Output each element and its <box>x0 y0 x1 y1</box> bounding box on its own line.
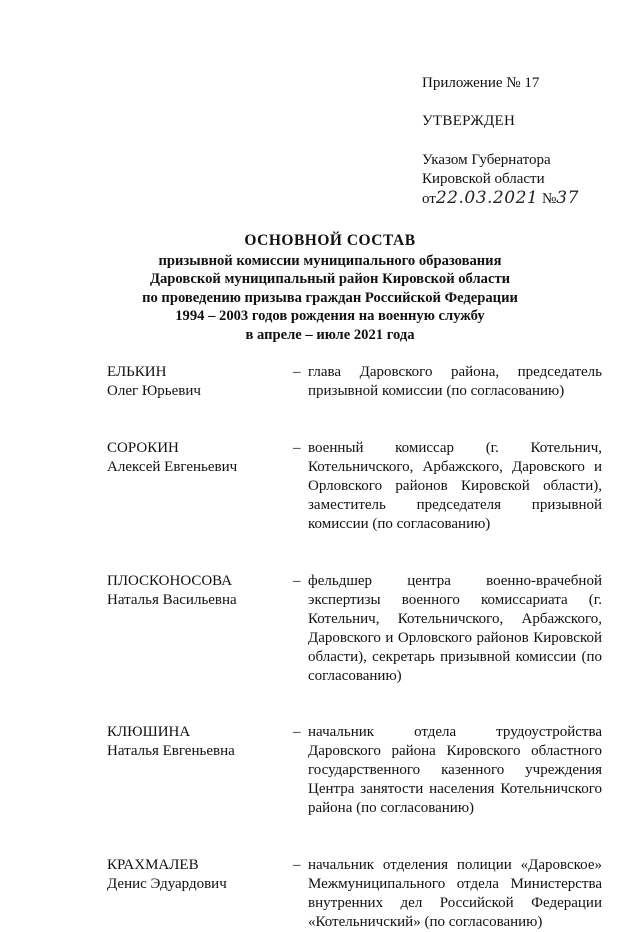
member-surname: СОРОКИН <box>107 440 179 456</box>
member-surname: КЛЮШИНА <box>107 724 191 740</box>
member-surname: КРАХМАЛЕВ <box>107 857 199 873</box>
member-role: военный комиссар (г. Котельнич, Котельничского, Арбажского, Даровского и Орловского районов Кировской области), заместитель председателя призывной комиссии (по согласованию) <box>308 440 602 532</box>
commission-members-list <box>107 363 619 932</box>
member-dash: – <box>293 857 301 873</box>
member-name <box>107 363 287 401</box>
member-entry <box>107 439 619 534</box>
member-role: фельдшер центра военно-врачебной экспертизы военного комиссариата (г. Котельнич, Котельничского, Арбажского, Даровского и Орловского районов Кировской области), секретарь призывной комиссии (по согласованию) <box>308 573 602 684</box>
member-dash: – <box>293 440 301 456</box>
member-role: начальник отдела трудоустройства Даровского района Кировского областного государственного казенного учреждения Центра занятости населения Котельничского района (по согласованию) <box>308 724 602 816</box>
member-entry <box>107 363 619 401</box>
member-dash: – <box>293 364 301 380</box>
title-line-2: Даровской муниципальный район Кировской области <box>149 271 511 288</box>
title-line-5: в апреле – июле 2021 года <box>245 326 415 343</box>
member-given-name: Денис Эдуардович <box>107 876 227 892</box>
approval-header <box>422 74 622 209</box>
member-given-name: Олег Юрьевич <box>107 383 201 399</box>
member-given-name: Наталья Васильевна <box>107 592 237 608</box>
title-main: ОСНОВНОЙ СОСТАВ <box>244 232 416 249</box>
title-line-1: призывной комиссии муниципального образования <box>158 252 502 269</box>
document-title <box>60 232 600 345</box>
member-given-name: Наталья Евгеньевна <box>107 743 235 759</box>
member-name <box>107 723 287 761</box>
member-entry <box>107 572 619 686</box>
member-role: глава Даровского района, председатель призывной комиссии (по согласованию) <box>308 364 602 399</box>
member-name <box>107 439 287 477</box>
member-surname: ЕЛЬКИН <box>107 364 167 380</box>
member-entry <box>107 856 619 932</box>
member-role: начальник отделения полиции «Даровское» Межмуниципального отдела Министерства внутренних дел Российской Федерации «Котельничский» (по согласованию) <box>308 857 602 930</box>
member-dash: – <box>293 573 301 589</box>
handwritten-date: 22.03.2021 <box>435 188 539 208</box>
member-surname: ПЛОСКОНОСОВА <box>107 573 233 589</box>
member-dash: – <box>293 724 301 740</box>
title-line-4: 1994 – 2003 годов рождения на военную службу <box>175 308 485 325</box>
annex-number: Приложение № 17 <box>422 75 540 91</box>
member-given-name: Алексей Евгеньевич <box>107 459 238 475</box>
member-name <box>107 572 287 610</box>
decree-date-number-line <box>422 189 622 209</box>
from-prefix: от <box>422 191 436 207</box>
member-name <box>107 856 287 894</box>
decree-line-1: Указом Губернатора <box>422 152 551 168</box>
decree-line-2: Кировской области <box>422 171 545 187</box>
approval-stamp-text: УТВЕРЖДЕН <box>422 113 516 129</box>
title-line-3: по проведению призыва граждан Российской Федерации <box>142 289 518 306</box>
handwritten-number: 37 <box>556 188 579 208</box>
number-prefix: № <box>541 191 557 207</box>
member-entry <box>107 723 619 818</box>
